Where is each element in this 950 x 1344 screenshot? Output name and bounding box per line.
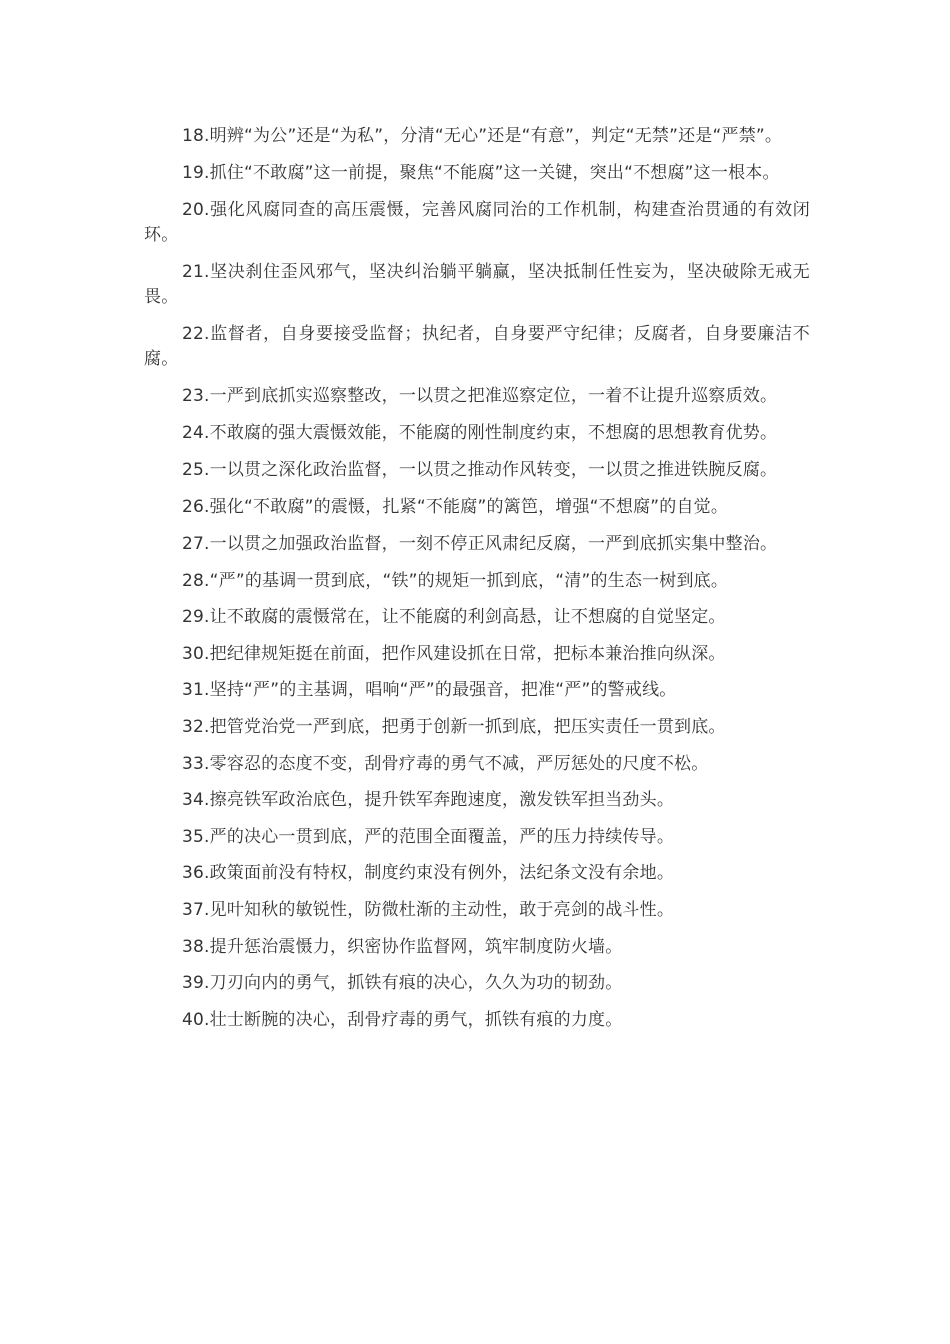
list-item-24: 24.不敢腐的强大震慑效能，不能腐的刚性制度约束，不想腐的思想教育优势。	[182, 423, 778, 443]
list-item-28: 28.“严”的基调一贯到底，“铁”的规矩一抓到底，“清”的生态一树到底。	[182, 570, 729, 591]
list-item-40: 40.壮士断腕的决心，刮骨疗毒的勇气，抓铁有痕的力度。	[182, 1009, 623, 1030]
list-item-29: 29.让不敢腐的震慑常在，让不能腐的利剑高悬，让不想腐的自觉坚定。	[182, 607, 726, 628]
list-item-37: 37.见叶知秋的敏锐性，防微杜渐的主动性，敢于亮剑的战斗性。	[182, 899, 675, 920]
list-item-26: 26.强化“不敢腐”的震慑，扎紧“不能腐”的篱笆，增强“不想腐”的自觉。	[182, 497, 729, 517]
list-item-27: 27.一以贯之加强政治监督，一刻不停正风肃纪反腐，一严到底抓实集中整治。	[182, 533, 778, 554]
list-item-35: 35.严的决心一贯到底，严的范围全面覆盖，严的压力持续传导。	[182, 826, 675, 847]
list-item-21: 21.坚决刹住歪风邪气，坚决纠治躺平躺赢，坚决抵制任性妄为，坚决破除无戒无畏。	[144, 262, 810, 307]
list-item-25: 25.一以贯之深化政治监督，一以贯之推动作风转变，一以贯之推进铁腕反腐。	[182, 460, 778, 480]
list-item-34: 34.擦亮铁军政治底色，提升铁军奔跑速度，激发铁军担当劲头。	[182, 790, 675, 811]
list-item-19: 19.抓住“不敢腐”这一前提，聚焦“不能腐”这一关键，突出“不想腐”这一根本。	[182, 163, 780, 183]
list-item-23: 23.一严到底抓实巡察整改，一以贯之把准巡察定位，一着不让提升巡察质效。	[182, 386, 778, 406]
list-item-31: 31.坚持“严”的主基调，唱响“严”的最强音，把准“严”的警戒线。	[182, 680, 677, 701]
list-item-20: 20.强化风腐同查的高压震慑，完善风腐同治的工作机制，构建查治贯通的有效闭环。	[144, 200, 810, 245]
list-item-22: 22.监督者，自身要接受监督；执纪者，自身要严守纪律；反腐者，自身要廉洁不腐。	[144, 324, 810, 369]
document-body	[144, 124, 810, 1044]
list-item-32: 32.把管党治党一严到底，把勇于创新一抓到底，把压实责任一贯到底。	[182, 716, 726, 737]
list-item-18: 18.明辨“为公”还是“为私”，分清“无心”还是“有意”，判定“无禁”还是“严禁”。	[182, 126, 783, 146]
list-item-39: 39.刀刃向内的勇气，抓铁有痕的决心，久久为功的韧劲。	[182, 973, 623, 994]
list-item-30: 30.把纪律规矩挺在前面，把作风建设抓在日常，把标本兼治推向纵深。	[182, 643, 726, 664]
list-item-38: 38.提升惩治震慑力，织密协作监督网，筑牢制度防火墙。	[182, 936, 623, 957]
list-item-36: 36.政策面前没有特权，制度约束没有例外，法纪条文没有余地。	[182, 863, 675, 884]
list-item-33: 33.零容忍的态度不变，刮骨疗毒的勇气不减，严厉惩处的尺度不松。	[182, 753, 709, 774]
